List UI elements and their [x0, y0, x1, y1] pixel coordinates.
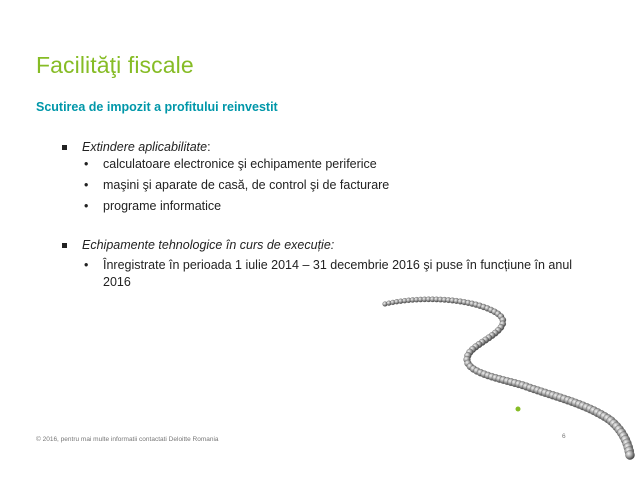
green-bead-accent: [516, 407, 521, 412]
footer-copyright: © 2016, pentru mai multe informatii contactati Deloitte Romania: [36, 436, 219, 443]
section1-heading-text: Extindere aplicabilitate: [82, 140, 208, 154]
page-number: 6: [562, 433, 566, 440]
bullet-dot-icon: •: [84, 199, 89, 213]
chain-strand: [385, 299, 630, 455]
bullet-dot-icon: •: [84, 157, 89, 171]
bullet-dot-icon: •: [84, 178, 89, 192]
chain-beads: [383, 297, 635, 460]
list-item-text: programe informatice: [103, 199, 222, 213]
section1-heading-suffix: :: [207, 140, 211, 154]
bullet-dot-icon: •: [84, 258, 89, 272]
chain-bead: [625, 450, 634, 459]
slide-subtitle: Scutirea de impozit a profitului reinvestit: [36, 100, 278, 114]
slide-title: Facilităţi fiscale: [36, 52, 194, 78]
list-item-text: calculatoare electronice şi echipamente periferice: [103, 157, 377, 171]
section2-heading-text: Echipamente tehnologice în curs de execuție:: [82, 238, 335, 252]
list-item-text: maşini şi aparate de casă, de control şi de facturare: [103, 178, 390, 192]
list-item-text: Înregistrate în perioada 1 iulie 2014 – 31 decembrie 2016 şi puse în funcțiune în anul 2016: [103, 258, 573, 289]
